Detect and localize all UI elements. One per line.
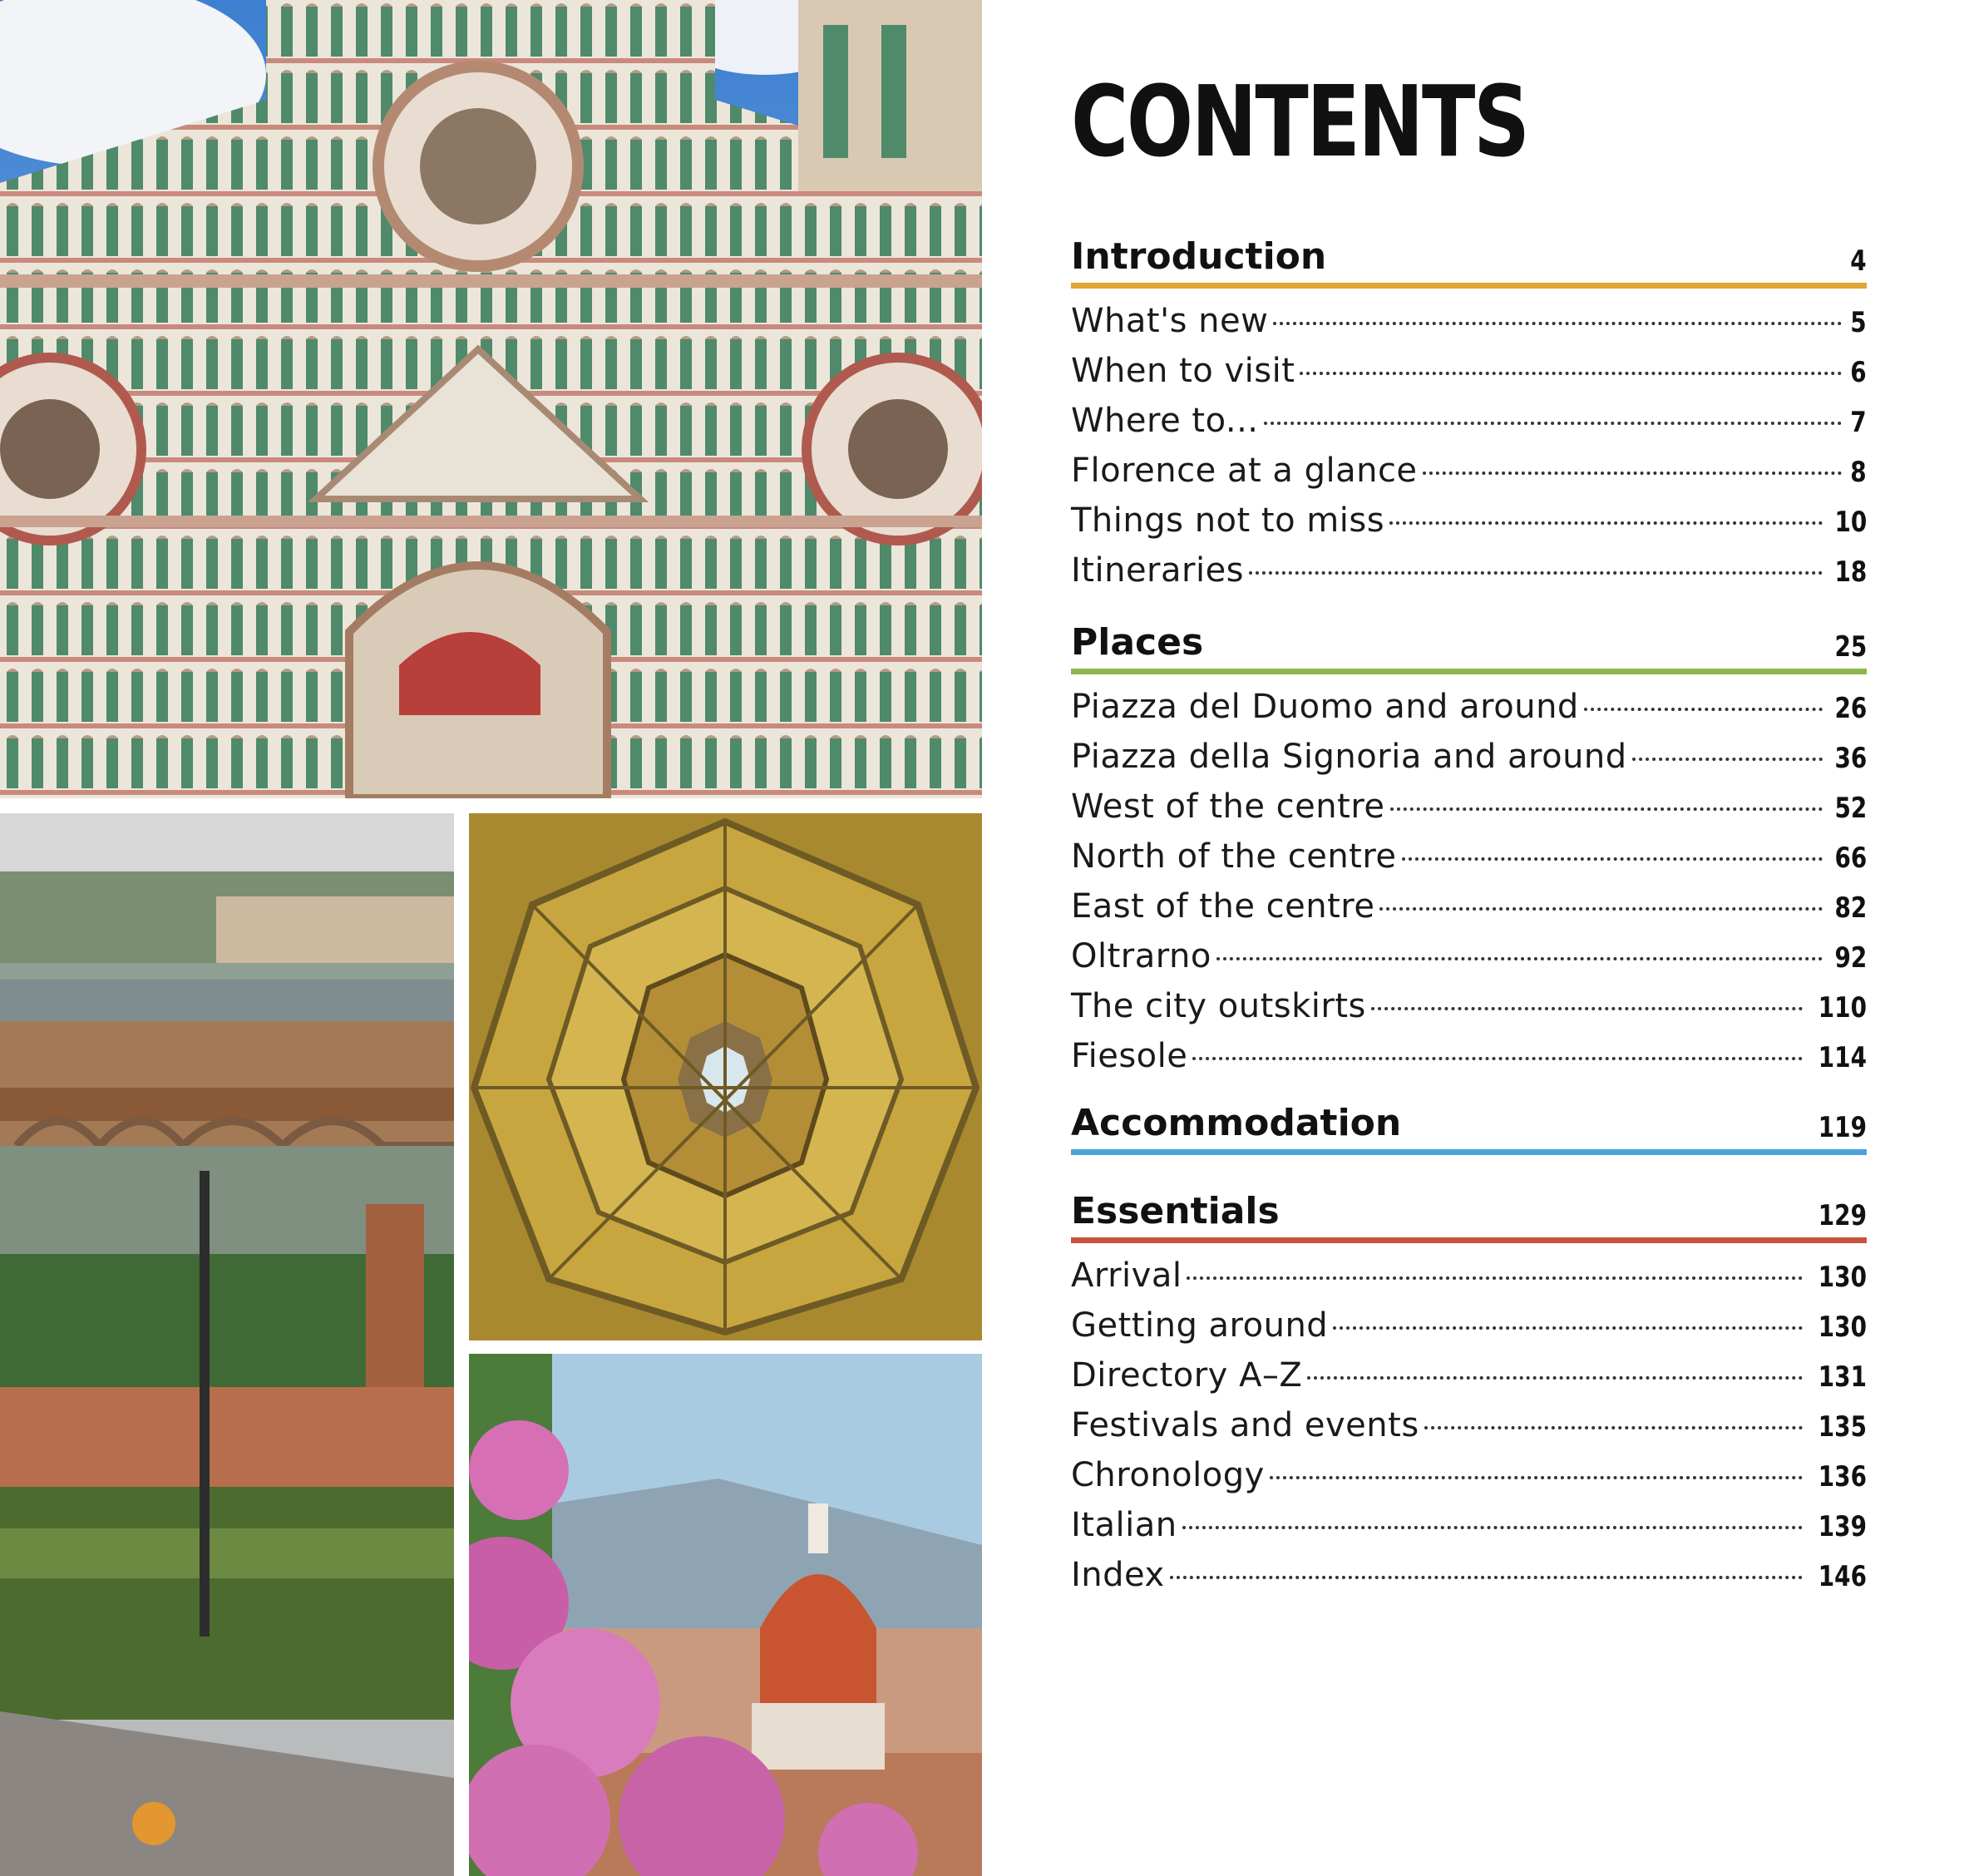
entry-label: Piazza del Duomo and around <box>1071 688 1579 726</box>
entry-page-number: 5 <box>1850 306 1867 339</box>
dot-leader <box>1424 1426 1803 1429</box>
dot-leader <box>1371 1007 1803 1010</box>
dot-leader <box>1182 1526 1803 1529</box>
toc-entry[interactable] <box>1071 1406 1867 1456</box>
duomo-dome-blossoms-photo <box>469 1354 982 1876</box>
page-title: CONTENTS <box>1071 64 1528 179</box>
section-heading[interactable] <box>1071 230 1867 289</box>
toc-entry[interactable] <box>1071 501 1867 551</box>
entry-label: Chronology <box>1071 1456 1265 1494</box>
section-heading[interactable] <box>1071 1184 1867 1243</box>
dot-leader <box>1389 521 1823 525</box>
toc-entry[interactable] <box>1071 987 1867 1037</box>
entry-page-number: 136 <box>1818 1460 1867 1493</box>
toc-entry[interactable] <box>1071 302 1867 352</box>
dot-leader <box>1390 807 1823 811</box>
entry-label: West of the centre <box>1071 787 1385 826</box>
entry-page-number: 130 <box>1818 1261 1867 1294</box>
florence-cathedral-facade-photo <box>0 0 982 798</box>
toc-entry[interactable] <box>1071 1256 1867 1306</box>
entry-label: Florence at a glance <box>1071 452 1418 490</box>
dot-leader <box>1264 422 1843 425</box>
dot-leader <box>1379 907 1822 911</box>
entry-label: Piazza della Signoria and around <box>1071 738 1627 776</box>
section-heading[interactable] <box>1071 615 1867 674</box>
entry-label: Things not to miss <box>1071 501 1385 540</box>
entry-label: Arrival <box>1071 1256 1182 1295</box>
entry-page-number: 66 <box>1834 842 1867 875</box>
section-page-number: 25 <box>1834 630 1867 664</box>
toc-entry[interactable] <box>1071 1037 1867 1087</box>
entry-label: Getting around <box>1071 1306 1329 1345</box>
toc-section-places <box>1071 615 1867 1087</box>
baptistery-ceiling-mosaic-photo <box>469 813 982 1340</box>
entry-label: When to visit <box>1071 352 1295 390</box>
entry-label: Fiesole <box>1071 1037 1188 1075</box>
entry-label: Oltrarno <box>1071 937 1211 975</box>
section-page-number: 129 <box>1818 1199 1867 1232</box>
entry-label: Itineraries <box>1071 551 1245 590</box>
entry-page-number: 6 <box>1850 356 1867 389</box>
toc-entry[interactable] <box>1071 1556 1867 1606</box>
dot-leader <box>1187 1276 1803 1280</box>
toc-entry[interactable] <box>1071 1356 1867 1406</box>
entry-page-number: 110 <box>1818 991 1867 1024</box>
dot-leader <box>1333 1326 1803 1330</box>
entry-label: Where to... <box>1071 402 1259 440</box>
entry-label: Index <box>1071 1556 1165 1594</box>
entry-page-number: 139 <box>1818 1510 1867 1543</box>
entry-page-number: 114 <box>1818 1041 1867 1074</box>
dot-leader <box>1273 322 1842 325</box>
entry-page-number: 146 <box>1818 1560 1867 1593</box>
dot-leader <box>1170 1576 1803 1579</box>
dot-leader <box>1270 1476 1803 1479</box>
dot-leader <box>1300 372 1842 375</box>
section-title: Accommodation <box>1071 1102 1402 1144</box>
entry-page-number: 135 <box>1818 1410 1867 1444</box>
dot-leader <box>1632 758 1823 761</box>
section-page-number: 4 <box>1850 244 1867 278</box>
entry-label: North of the centre <box>1071 837 1397 876</box>
entry-page-number: 7 <box>1850 406 1867 439</box>
dot-leader <box>1584 708 1823 711</box>
section-title: Introduction <box>1071 235 1327 278</box>
toc-entry[interactable] <box>1071 837 1867 887</box>
entry-page-number: 131 <box>1818 1360 1867 1394</box>
toc-entry[interactable] <box>1071 738 1867 787</box>
toc-section-accommodation <box>1071 1096 1867 1155</box>
dot-leader <box>1192 1057 1803 1060</box>
section-entries <box>1071 302 1867 601</box>
entry-page-number: 26 <box>1834 692 1867 725</box>
toc-entry[interactable] <box>1071 688 1867 738</box>
entry-label: What's new <box>1071 302 1269 340</box>
toc-entry[interactable] <box>1071 1306 1867 1356</box>
entry-page-number: 18 <box>1834 555 1867 589</box>
entry-label: East of the centre <box>1071 887 1375 926</box>
entry-page-number: 10 <box>1834 506 1867 539</box>
toc-section-essentials <box>1071 1184 1867 1606</box>
dot-leader <box>1249 571 1823 575</box>
section-title: Places <box>1071 621 1204 664</box>
toc-entry[interactable] <box>1071 1456 1867 1506</box>
toc-entry[interactable] <box>1071 887 1867 937</box>
entry-page-number: 8 <box>1850 456 1867 489</box>
dot-leader <box>1402 857 1823 861</box>
toc-entry[interactable] <box>1071 937 1867 987</box>
entry-label: Festivals and events <box>1071 1406 1419 1444</box>
toc-entry[interactable] <box>1071 352 1867 402</box>
dot-leader <box>1216 957 1823 960</box>
entry-label: Italian <box>1071 1506 1177 1544</box>
section-entries <box>1071 688 1867 1087</box>
entry-page-number: 130 <box>1818 1311 1867 1344</box>
toc-entry[interactable] <box>1071 1506 1867 1556</box>
entry-page-number: 92 <box>1834 941 1867 975</box>
arno-river-ponte-vecchio-photo <box>0 813 454 1876</box>
dot-leader <box>1307 1376 1803 1380</box>
entry-label: The city outskirts <box>1071 987 1366 1025</box>
section-title: Essentials <box>1071 1190 1280 1232</box>
toc-entry[interactable] <box>1071 452 1867 501</box>
entry-page-number: 36 <box>1834 742 1867 775</box>
toc-entry[interactable] <box>1071 402 1867 452</box>
entry-page-number: 52 <box>1834 792 1867 825</box>
section-page-number: 119 <box>1818 1111 1867 1144</box>
entry-label: Directory A–Z <box>1071 1356 1303 1395</box>
toc-entry[interactable] <box>1071 551 1867 601</box>
section-heading[interactable] <box>1071 1096 1867 1155</box>
toc-section-introduction <box>1071 230 1867 601</box>
toc-entry[interactable] <box>1071 787 1867 837</box>
entry-page-number: 82 <box>1834 891 1867 925</box>
section-entries <box>1071 1256 1867 1606</box>
dot-leader <box>1423 471 1843 475</box>
